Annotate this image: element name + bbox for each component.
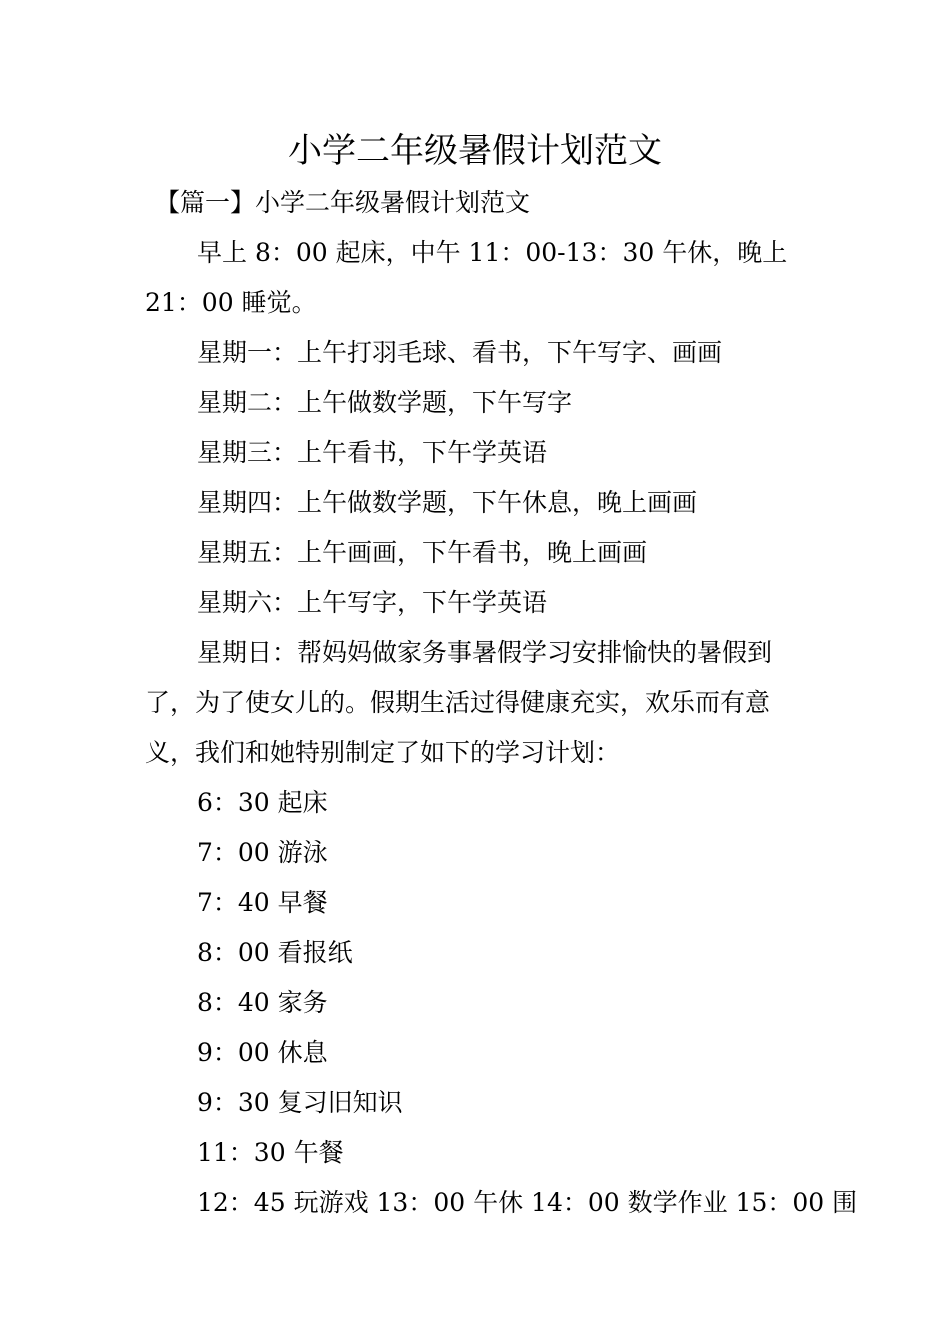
intro-line-2: 21：00 睡觉。 <box>145 288 317 317</box>
schedule-item: 9：30 复习旧知识 <box>197 1088 403 1117</box>
sunday-line-1: 星期日：帮妈妈做家务事暑假学习安排愉快的暑假到 <box>197 638 773 667</box>
section-heading: 【篇一】小学二年级暑假计划范文 <box>155 188 531 217</box>
weekday-tuesday: 星期二：上午做数学题，下午写字 <box>197 388 573 417</box>
document-body <box>145 178 858 1228</box>
schedule-item: 7：40 早餐 <box>197 888 328 917</box>
schedule-item: 8：00 看报纸 <box>197 938 353 967</box>
weekday-wednesday: 星期三：上午看书，下午学英语 <box>197 438 548 467</box>
schedule-item: 9：00 休息 <box>197 1038 328 1067</box>
schedule-item: 7：00 游泳 <box>197 838 328 867</box>
document-title: 小学二年级暑假计划范文 <box>288 131 662 171</box>
schedule-item: 11：30 午餐 <box>197 1138 344 1167</box>
sunday-line-2: 了，为了使女儿的。假期生活过得健康充实，欢乐而有意 <box>145 688 771 717</box>
weekday-thursday: 星期四：上午做数学题，下午休息，晚上画画 <box>197 488 698 517</box>
intro-line-1: 早上 8：00 起床，中午 11：00-13：30 午休，晚上 <box>197 238 788 267</box>
schedule-item: 6：30 起床 <box>197 788 328 817</box>
weekday-monday: 星期一：上午打羽毛球、看书，下午写字、画画 <box>197 338 723 367</box>
weekday-saturday: 星期六：上午写字，下午学英语 <box>197 588 548 617</box>
weekday-friday: 星期五：上午画画，下午看书，晚上画画 <box>197 538 648 567</box>
schedule-last-line: 12：45 玩游戏 13：00 午休 14：00 数学作业 15：00 围 <box>197 1188 858 1217</box>
schedule-item: 8：40 家务 <box>197 988 328 1017</box>
sunday-line-3: 义，我们和她特别制定了如下的学习计划： <box>145 738 621 767</box>
